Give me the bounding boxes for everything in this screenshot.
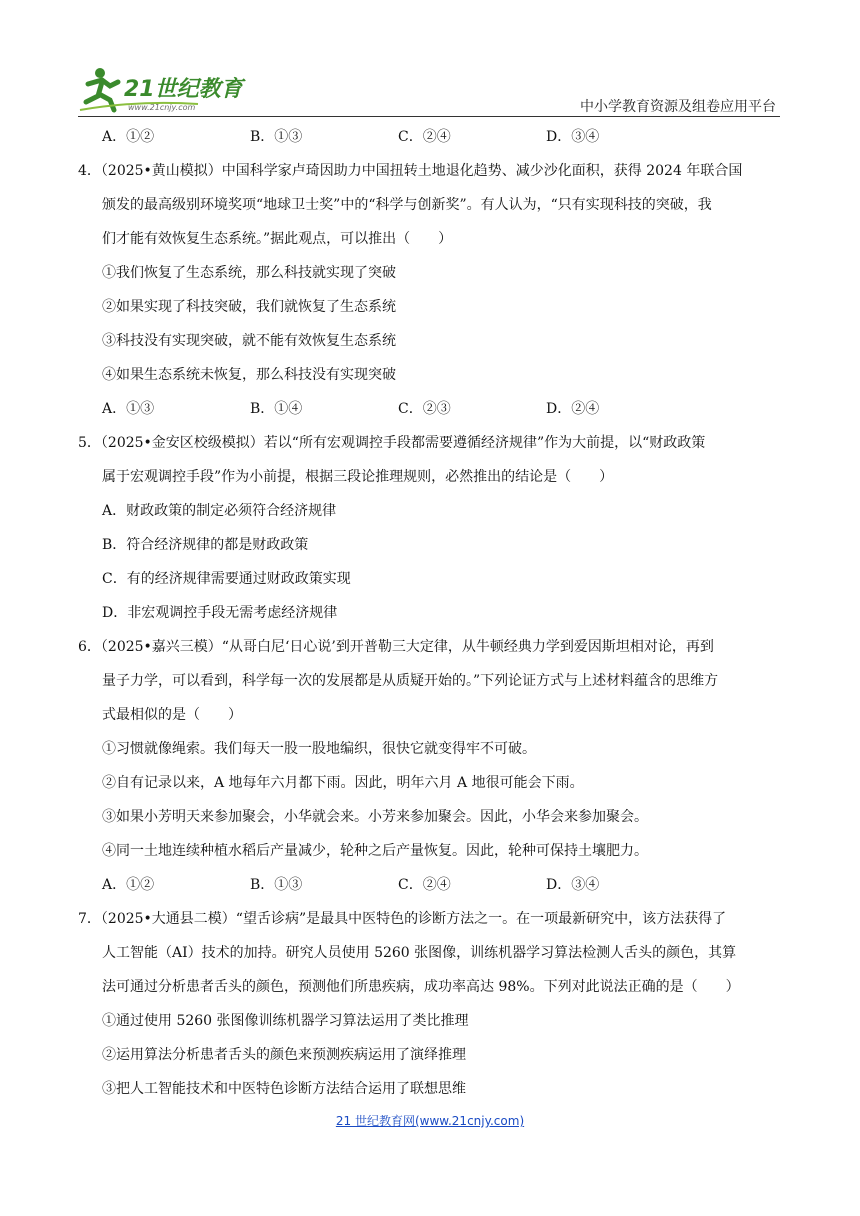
platform-name: 中小学教育资源及组卷应用平台: [580, 99, 776, 115]
q4-option-a: A．①③: [102, 401, 155, 417]
logo-url: www.21cnjy.com: [128, 103, 196, 112]
q7-item-2: ②运用算法分析患者舌头的颜色来预测疾病运用了演绎推理: [102, 1047, 466, 1063]
q6-item-1: ①习惯就像绳索。我们每天一股一股地编织，很快它就变得牢不可破。: [102, 741, 536, 757]
q4-option-c: C．②③: [398, 401, 451, 417]
q3-option-b: B．①③: [250, 129, 303, 145]
q3-option-d: D．③④: [546, 129, 600, 145]
q5-choice-c: C．有的经济规律需要通过财政政策实现: [102, 571, 351, 587]
q6-option-d: D．③④: [546, 877, 600, 893]
q4-stem-line-2: 颁发的最高级别环境奖项“地球卫士奖”中的“科学与创新奖”。有人认为，“只有实现科技的突破，我: [102, 197, 712, 213]
q5-stem-line-2: 属于宏观调控手段”作为小前提，根据三段论推理规则，必然推出的结论是（ ）: [102, 469, 614, 485]
q4-option-d: D．②④: [546, 401, 600, 417]
q6-stem-line-1: 6．（2025•嘉兴三模）“从哥白尼‘日心说’到开普勒三大定律，从牛顿经典力学到爱因斯坦相对论，再到: [78, 639, 714, 655]
q4-item-1: ①我们恢复了生态系统，那么科技就实现了突破: [102, 265, 396, 281]
q4-item-4: ④如果生态系统未恢复，那么科技没有实现突破: [102, 367, 396, 383]
q5-choice-a: A．财政政策的制定必须符合经济规律: [102, 503, 337, 519]
header-divider: [78, 116, 780, 117]
q6-option-b: B．①③: [250, 877, 303, 893]
q3-option-c: C．②④: [398, 129, 451, 145]
logo-text: 21世纪教育: [124, 77, 243, 102]
q6-option-a: A．①②: [102, 877, 155, 893]
q4-stem-line-1: 4．（2025•黄山模拟）中国科学家卢琦因助力中国扭转土地退化趋势、减少沙化面积，获得 2024 年联合国: [78, 163, 743, 179]
q6-stem-line-3: 式最相似的是（ ）: [102, 707, 242, 723]
page-footer: [0, 1112, 860, 1129]
q4-item-3: ③科技没有实现突破，就不能有效恢复生态系统: [102, 333, 396, 349]
q4-option-b: B．①④: [250, 401, 303, 417]
q7-item-3: ③把人工智能技术和中医特色诊断方法结合运用了联想思维: [102, 1081, 466, 1097]
q5-stem-line-1: 5．（2025•金安区校级模拟）若以“所有宏观调控手段都需要遵循经济规律”作为大前提，以“财政政策: [78, 435, 706, 451]
q7-stem-line-3: 法可通过分析患者舌头的颜色，预测他们所患疾病，成功率高达 98%。下列对此说法正确的是（ ）: [102, 979, 740, 995]
q6-item-2: ②自有记录以来，A 地每年六月都下雨。因此，明年六月 A 地很可能会下雨。: [102, 775, 584, 791]
q6-stem-line-2: 量子力学，可以看到，科学每一次的发展都是从质疑开始的。”下列论证方式与上述材料蕴含的思维方: [102, 673, 719, 689]
q6-options: [78, 868, 782, 902]
q5-choice-d: D．非宏观调控手段无需考虑经济规律: [102, 605, 338, 621]
q4-item-2: ②如果实现了科技突破，我们就恢复了生态系统: [102, 299, 396, 315]
logo-graphic: [78, 64, 258, 114]
q7-stem-line-1: 7．（2025•大通县二模）“望舌诊病”是最具中医特色的诊断方法之一。在一项最新研究中，该方法获得了: [78, 911, 727, 927]
q7-stem-line-2: 人工智能（AI）技术的加持。研究人员使用 5260 张图像，训练机器学习算法检测人舌头的颜色，其算: [102, 945, 737, 961]
footer-link[interactable]: 21 世纪教育网(www.21cnjy.com): [335, 1114, 525, 1128]
q6-item-3: ③如果小芳明天来参加聚会，小华就会来。小芳来参加聚会。因此，小华会来参加聚会。: [102, 809, 648, 825]
question-content: [78, 120, 782, 1106]
q3-option-a: A．①②: [102, 129, 155, 145]
q7-item-1: ①通过使用 5260 张图像训练机器学习算法运用了类比推理: [102, 1013, 469, 1029]
q6-item-4: ④同一土地连续种植水稻后产量减少，轮种之后产量恢复。因此，轮种可保持土壤肥力。: [102, 843, 648, 859]
q5-choice-b: B．符合经济规律的都是财政政策: [102, 537, 309, 553]
q3-options: [78, 120, 782, 154]
q4-stem-line-3: 们才能有效恢复生态系统。”据此观点，可以推出（ ）: [102, 231, 453, 247]
q6-option-c: C．②④: [398, 877, 451, 893]
q4-options: [78, 392, 782, 426]
site-logo[interactable]: [78, 64, 258, 114]
